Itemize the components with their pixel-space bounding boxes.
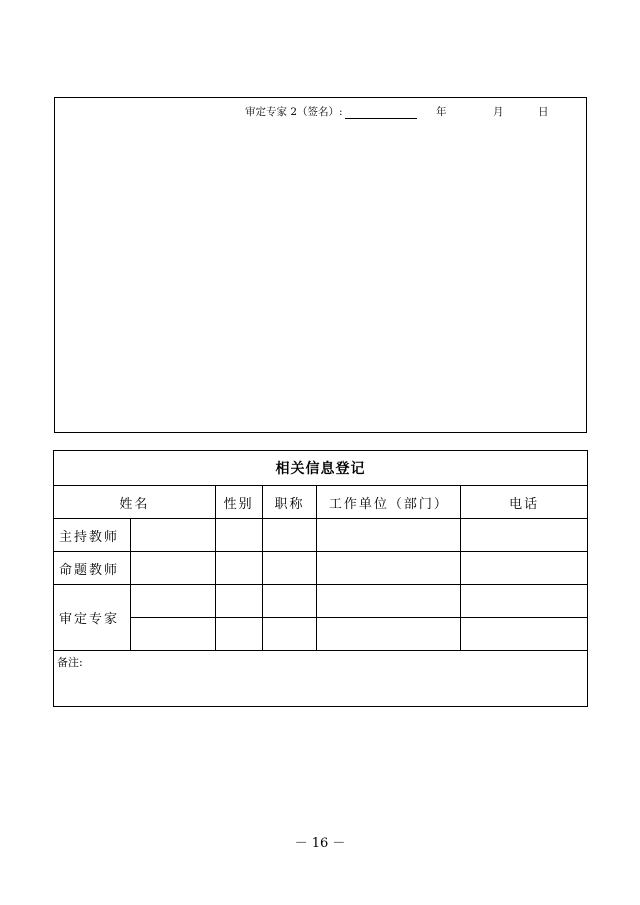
cell-expert2-title[interactable]	[262, 618, 317, 651]
cell-question-unit[interactable]	[317, 552, 461, 585]
header-title: 职称	[262, 486, 317, 519]
remark-cell[interactable]	[54, 651, 588, 707]
cell-host-title[interactable]	[262, 519, 317, 552]
cell-expert1-gender[interactable]	[215, 585, 262, 618]
header-phone: 电话	[461, 486, 588, 519]
cell-question-gender[interactable]	[215, 552, 262, 585]
cell-expert1-title[interactable]	[262, 585, 317, 618]
date-month-label: 月	[493, 106, 504, 118]
cell-expert2-unit[interactable]	[317, 618, 461, 651]
cell-question-phone[interactable]	[461, 552, 588, 585]
cell-expert1-name[interactable]	[130, 585, 215, 618]
page-number: － 16 －	[294, 836, 346, 851]
review-signature-box	[54, 97, 587, 433]
remark-label: 备注:	[57, 656, 83, 669]
row-label-host-teacher: 主持教师	[54, 519, 131, 552]
header-name: 姓名	[54, 486, 216, 519]
cell-expert2-name[interactable]	[130, 618, 215, 651]
header-gender: 性别	[215, 486, 262, 519]
header-unit: 工作单位（部门）	[317, 486, 461, 519]
date-day-label: 日	[538, 106, 549, 118]
date-year-label: 年	[436, 106, 447, 118]
info-registration-table	[53, 450, 588, 707]
cell-host-unit[interactable]	[317, 519, 461, 552]
row-label-review-expert: 审定专家	[54, 585, 131, 651]
cell-host-name[interactable]	[130, 519, 215, 552]
signature-line	[245, 104, 417, 119]
cell-expert1-phone[interactable]	[461, 585, 588, 618]
row-label-question-teacher: 命题教师	[54, 552, 131, 585]
cell-host-gender[interactable]	[215, 519, 262, 552]
cell-question-name[interactable]	[130, 552, 215, 585]
table-title: 相关信息登记	[54, 451, 588, 486]
cell-expert1-unit[interactable]	[317, 585, 461, 618]
cell-expert2-gender[interactable]	[215, 618, 262, 651]
signature-blank[interactable]	[345, 108, 417, 119]
cell-question-title[interactable]	[262, 552, 317, 585]
cell-expert2-phone[interactable]	[461, 618, 588, 651]
signature-label: 审定专家 2（签名）:	[245, 106, 343, 118]
cell-host-phone[interactable]	[461, 519, 588, 552]
